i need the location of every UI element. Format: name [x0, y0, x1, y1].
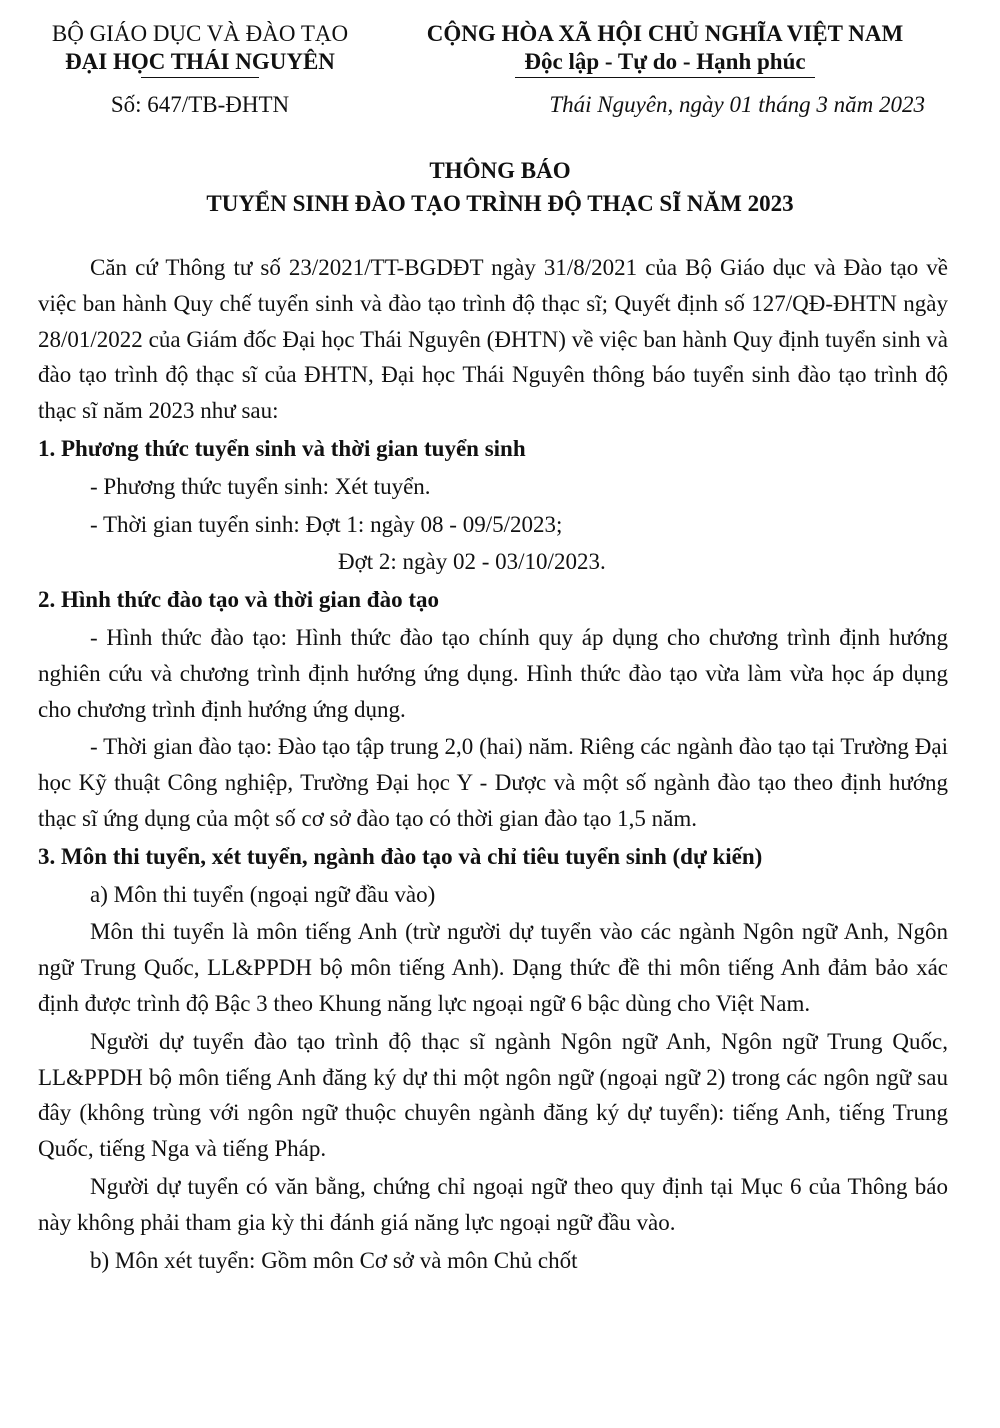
university-name: ĐẠI HỌC THÁI NGUYÊN: [65, 49, 335, 74]
section-1-heading: 1. Phương thức tuyển sinh và thời gian tuyển sinh: [38, 435, 526, 461]
motto-underline: [515, 77, 815, 78]
section-2-duration: - Thời gian đào tạo: Đào tạo tập trung 2,0 (hai) năm. Riêng các ngành đào tạo tại Trường Đại học Kỹ thuật Công nghiệp, Trường Đại học Y - Dược và một số ngành đào tạo theo định hướng thạc sĩ ứng dụng của một số cơ sở đào tạo có thời gian đào tạo 1,5 năm.: [38, 734, 948, 831]
section-3-para3: Người dự tuyển có văn bằng, chứng chỉ ngoại ngữ theo quy định tại Mục 6 của Thông báo này không phải tham gia kỳ thi đánh giá năng lực ngoại ngữ đầu vào.: [38, 1173, 948, 1235]
issuer-block: [30, 20, 370, 78]
document-date: Thái Nguyên, ngày 01 tháng 3 năm 2023: [549, 92, 925, 117]
section-3-heading: 3. Môn thi tuyển, xét tuyển, ngành đào tạo và chỉ tiêu tuyển sinh (dự kiến): [38, 843, 763, 869]
section-1-method: - Phương thức tuyển sinh: Xét tuyển.: [90, 473, 431, 499]
document-body: [38, 250, 948, 1280]
motto: Độc lập - Tự do - Hạnh phúc: [524, 49, 806, 74]
section-3-para1: Môn thi tuyển là môn tiếng Anh (trừ người dự tuyển vào các ngành Ngôn ngữ Anh, Ngôn ngữ Trung Quốc, LL&PPDH bộ môn tiếng Anh). Dạng thức đề thi môn tiếng Anh đảm bảo xác định được trình độ Bậc 3 theo Khung năng lực ngoại ngữ 6 bậc dùng cho Việt Nam.: [38, 919, 948, 1016]
country-name: CỘNG HÒA XÃ HỘI CHỦ NGHĨA VIỆT NAM: [426, 21, 904, 46]
document-number: Số: 647/TB-ĐHTN: [110, 92, 290, 117]
issuer-underline: [141, 77, 259, 78]
document-type-title: THÔNG BÁO: [429, 158, 571, 183]
section-1-time-round1: - Thời gian tuyển sinh: Đợt 1: ngày 08 - 09/5/2023;: [90, 511, 563, 537]
ministry-name: BỘ GIÁO DỤC VÀ ĐÀO TẠO: [51, 21, 349, 46]
section-3-sub-b: b) Môn xét tuyển: Gồm môn Cơ sở và môn Chủ chốt: [90, 1247, 578, 1273]
section-3-para2: Người dự tuyển đào tạo trình độ thạc sĩ ngành Ngôn ngữ Anh, Ngôn ngữ Trung Quốc, LL&PPDH bộ môn tiếng Anh đăng ký dự thi một ngôn ngữ (ngoại ngữ 2) trong các ngôn ngữ sau đây (không trùng với ngôn ngữ thuộc chuyên ngành đăng ký dự tuyển): tiếng Anh, tiếng Trung Quốc, tiếng Nga và tiếng Pháp.: [38, 1028, 948, 1162]
section-1-time-round2: Đợt 2: ngày 02 - 03/10/2023.: [338, 549, 606, 575]
national-header: [405, 20, 925, 78]
section-3-sub-a: a) Môn thi tuyển (ngoại ngữ đầu vào): [90, 881, 436, 907]
document-subject-title: TUYỂN SINH ĐÀO TẠO TRÌNH ĐỘ THẠC SĨ NĂM 2023: [206, 191, 794, 216]
section-2-heading: 2. Hình thức đào tạo và thời gian đào tạo: [38, 587, 439, 613]
section-2-form: - Hình thức đào tạo: Hình thức đào tạo chính quy áp dụng cho chương trình định hướng nghiên cứu và chương trình định hướng ứng dụng. Hình thức đào tạo vừa làm vừa học áp dụng cho chương trình định hướng ứng dụng.: [38, 624, 948, 722]
intro-paragraph: Căn cứ Thông tư số 23/2021/TT-BGDĐT ngày 31/8/2021 của Bộ Giáo dục và Đào tạo về việc ban hành Quy chế tuyển sinh và đào tạo trình độ thạc sĩ; Quyết định số 127/QĐ-ĐHTN ngày 28/01/2022 của Giám đốc Đại học Thái Nguyên (ĐHTN) về việc ban hành Quy định tuyển sinh và đào tạo trình độ thạc sĩ của ĐHTN, Đại học Thái Nguyên thông báo tuyển sinh đào tạo trình độ thạc sĩ năm 2023 như sau:: [38, 255, 948, 424]
